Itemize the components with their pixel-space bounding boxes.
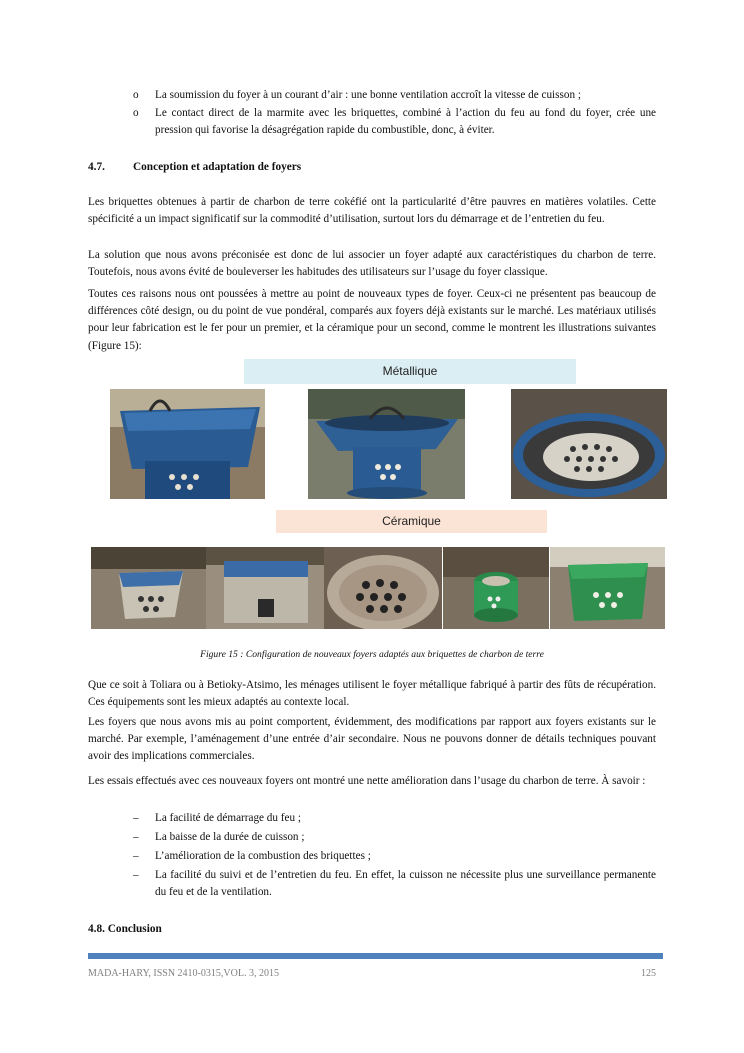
section-title: 4.8. Conclusion (88, 923, 162, 935)
figure-caption: Figure 15 : Configuration de nouveaux foyers adaptés aux briquettes de charbon de terre (200, 649, 544, 660)
paragraph: Les essais effectués avec ces nouveaux foyers ont montré une nette amélioration dans l’usage du charbon de terre. À savoir : (88, 775, 646, 787)
footer-rule (88, 953, 663, 959)
bullet-marker: – (133, 831, 139, 843)
paragraph: Toutes ces raisons nous ont poussées à mettre au point de nouveaux types de foyer. Ceux-ci ne présentent pas beaucoup de différences côté design, ou du point de vue pondéral, comparés aux foyers déjà existants sur le marché. Les matériaux utilisés pour leur fabrication est le fer pour un premier, et la céramique pour un second, comme le montrent les illustrations suivantes (Figure 15): (88, 288, 656, 352)
paragraph: La solution que nous avons préconisée est donc de lui associer un foyer adapté aux caractéristiques du charbon de terre. Toutefois, nous avons évité de bouleverser les habitudes des utilisateurs sur l’usage du foyer classique. (88, 249, 656, 279)
bullet-text: La facilité du suivi et de l’entretien du feu. En effet, la cuisson ne nécessite plus une surveillance permanente du feu et de la ventilation. (155, 869, 656, 899)
figure-label-metal: Métallique (244, 359, 576, 384)
footer-journal: MADA-HARY, ISSN 2410-0315,VOL. 3, 2015 (88, 968, 279, 979)
bullet-item (133, 810, 656, 827)
bullet-text: Le contact direct de la marmite avec les briquettes, combiné à l’action du feu au fond du foyer, crée une pression qui favorise la désagrégation rapide du combustible, donc, à éviter. (155, 107, 656, 137)
bullet-item (133, 105, 656, 139)
bullet-marker: – (133, 850, 139, 862)
ceramic-stove-photo (324, 547, 442, 629)
ceramic-stove-photo (443, 547, 549, 629)
bullet-marker: o (133, 107, 139, 119)
bullet-text: La facilité de démarrage du feu ; (155, 812, 301, 824)
ceramic-stove-photo (91, 547, 206, 629)
bullet-marker: – (133, 869, 139, 881)
bullet-text: La soumission du foyer à un courant d’air : une bonne ventilation accroît la vitesse de cuisson ; (155, 89, 581, 101)
metal-stove-photo (110, 389, 265, 499)
bullet-item (133, 87, 656, 104)
paragraph: Les briquettes obtenues à partir de charbon de terre cokéfié ont la particularité d’être pauvres en matières volatiles. Cette spécificité a un impact significatif sur la commodité d’utilisation, surtout lors du démarrage et de l’entretien du feu. (88, 196, 656, 226)
bullet-text: L’amélioration de la combustion des briquettes ; (155, 850, 371, 862)
bullet-marker: – (133, 812, 139, 824)
section-number: 4.7. (88, 161, 105, 173)
metal-stove-photo (511, 389, 667, 499)
bullet-text: La baisse de la durée de cuisson ; (155, 831, 305, 843)
page-number: 125 (641, 968, 656, 979)
bullet-item (133, 829, 656, 846)
bullet-item (133, 867, 656, 901)
paragraph: Que ce soit à Toliara ou à Betioky-Atsimo, les ménages utilisent le foyer métallique fabriqué à partir des fûts de récupération. Ces équipements sont les mieux adaptés au contexte local. (88, 679, 656, 709)
bullet-item (133, 848, 656, 865)
ceramic-stove-photo (206, 547, 324, 629)
paragraph: Les foyers que nous avons mis au point comportent, évidemment, des modifications par rapport aux foyers existants sur le marché. Par exemple, l’aménagement d’une entrée d’air secondaire. Nous ne pouvons donner de détails techniques pouvant avoir des implications commerciales. (88, 716, 656, 763)
figure-label-ceramic: Céramique (276, 510, 547, 533)
ceramic-stove-photo (550, 547, 665, 629)
metal-stove-photo (308, 389, 465, 499)
section-title: Conception et adaptation de foyers (133, 161, 302, 173)
bullet-marker: o (133, 89, 139, 101)
